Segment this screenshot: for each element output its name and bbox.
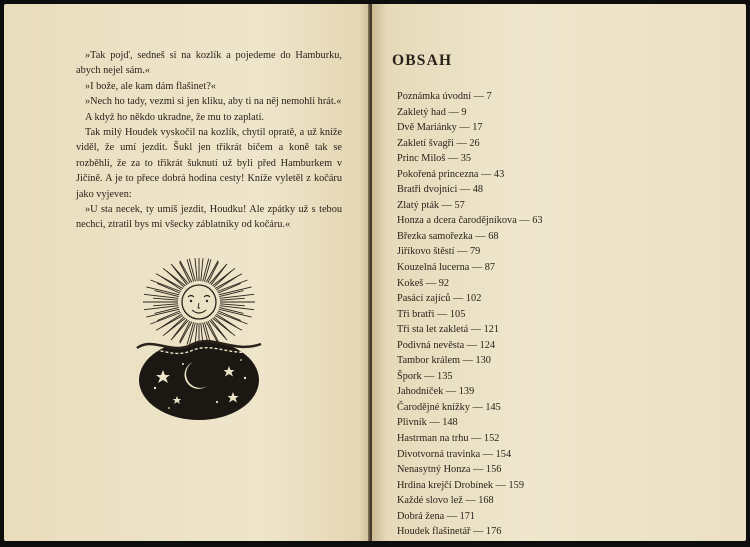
toc-entry: Zakletí švagři — 26	[397, 137, 480, 149]
toc-entry: Podivná nevěsta — 124	[397, 339, 496, 351]
toc-entry: Dobrá žena — 171	[397, 510, 476, 522]
toc-entry: Houdek flašinetář — 176	[397, 526, 502, 538]
toc-entry: Nenasytný Honza — 156	[397, 464, 502, 476]
toc-entry: Jiříkovo štěstí — 79	[397, 246, 481, 258]
sun-face	[182, 285, 216, 319]
toc-entry: Tambor králem — 130	[397, 355, 491, 367]
toc-entry: Hastrman na trhu — 152	[397, 433, 500, 445]
toc-entry: Březka samořezka — 68	[397, 230, 499, 242]
toc-entry: Plivník — 148	[397, 417, 458, 429]
sun-moon-illustration	[133, 240, 265, 420]
toc-entry: Tři bratři — 105	[397, 308, 466, 320]
toc-entry: Čarodějné knížky — 145	[397, 401, 501, 413]
toc-entry: Princ Miloš — 35	[397, 153, 472, 165]
paragraph: »I bože, ale kam dám flašinet?«	[85, 80, 216, 92]
toc-entry: Divotvorná travinka — 154	[397, 448, 512, 460]
paragraph: A když ho někdo ukradne, že mu to zaplatí.	[85, 111, 264, 123]
toc-entry: Poznámka úvodní — 7	[397, 91, 492, 102]
toc-entry: Zlatý pták — 57	[397, 199, 465, 211]
paragraph: »U sta necek, ty umíš jezdit, Houdku! Ale zpátky už s tebou nechci, ztratil bys mi všecky záblatníky od kočáru.«	[76, 204, 342, 231]
paragraph: »Tak pojď, sedneš si na kozlík a pojedeme do Hamburku, abych nejel sám.«	[76, 50, 342, 77]
toc-entry: Bratři dvojníci — 48	[397, 184, 484, 196]
toc-entry: Kouzelná lucerna — 87	[397, 262, 496, 274]
table-of-contents	[397, 89, 543, 540]
toc-entry: Jahodníček — 139	[397, 386, 475, 398]
toc-entry: Špork — 135	[397, 370, 453, 382]
toc-entry: Tři sta let zakletá — 121	[397, 324, 500, 336]
toc-entry: Pokořená princezna — 43	[397, 168, 505, 180]
paragraph: »Nech ho tady, vezmi si jen kliku, aby ti na něj nemohli hrát.«	[85, 96, 342, 108]
toc-entry: Kokeš — 92	[397, 277, 450, 289]
paragraph: Tak milý Houdek vyskočil na kozlík, chytil opratě, a už kníže viděl, že umí jezdit. Šukl jen třikrát bičem a koně tak se rozběhli, že za to třikrát šuknutí už byli před Hamburkem v Jičíně. A je to přece dobrá hodina cesty! Kníže vyletěl z kočáru jako vyjeven:	[76, 127, 342, 200]
toc-entry: Zakletý had — 9	[397, 106, 467, 118]
toc-entry: Honza a dcera čarodějníkova — 63	[397, 215, 543, 227]
story-text	[76, 48, 342, 233]
toc-entry: Dvě Mariánky — 17	[397, 122, 483, 134]
toc-entry: Pasácí zajíců — 102	[397, 293, 482, 305]
toc-title: OBSAH	[392, 52, 453, 69]
toc-entry: Hrdina krejčí Drobínek — 159	[397, 479, 524, 491]
toc-entry: Každé slovo lež — 168	[397, 495, 494, 507]
